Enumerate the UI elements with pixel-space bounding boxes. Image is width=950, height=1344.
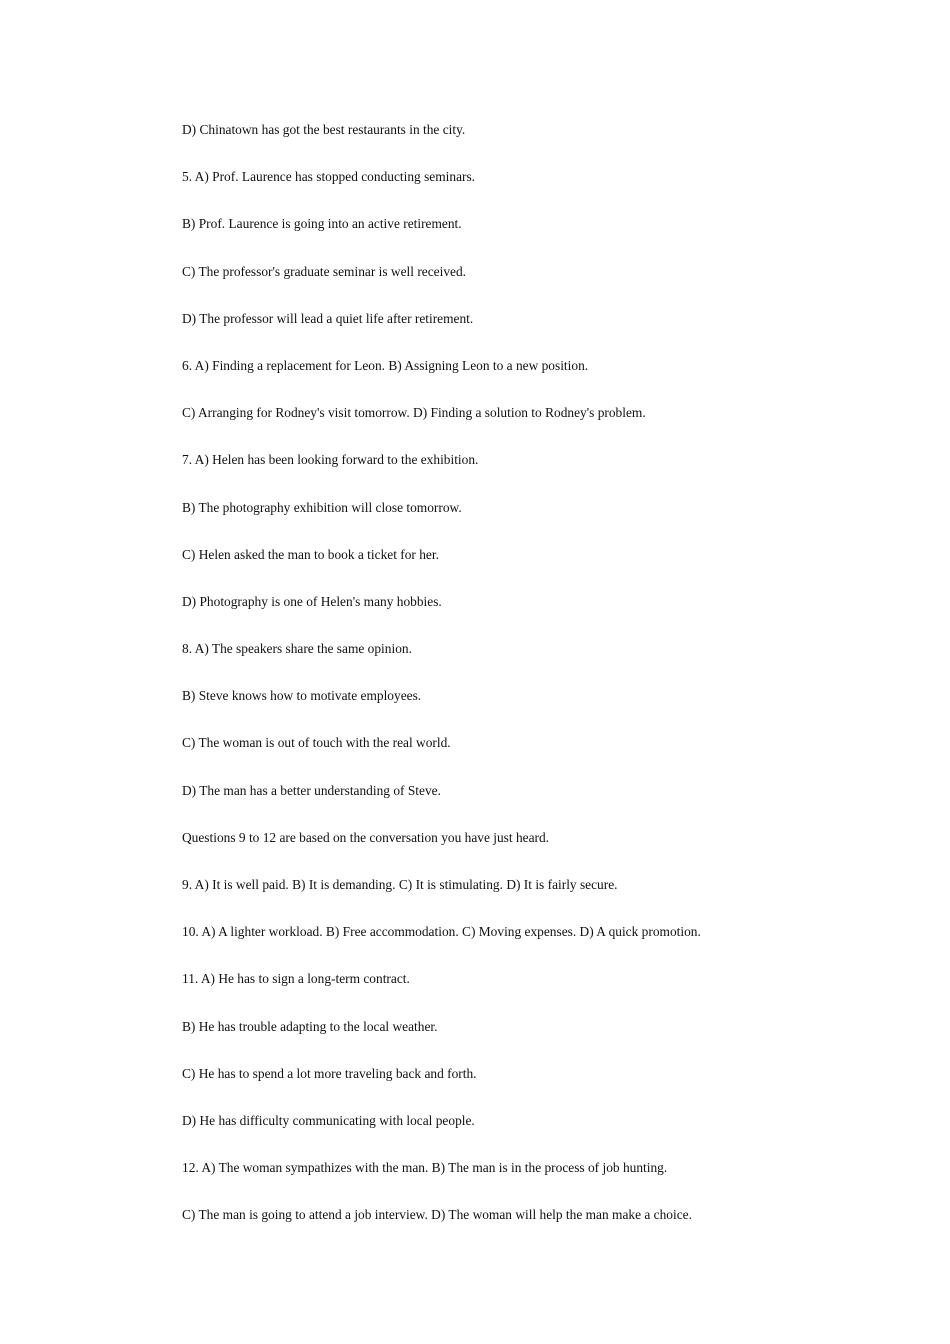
option-line: C) Arranging for Rodney's visit tomorrow. D) Finding a solution to Rodney's problem. <box>182 405 646 421</box>
option-line: D) He has difficulty communicating with local people. <box>182 1112 475 1128</box>
question-line: 10. A) A lighter workload. B) Free accommodation. C) Moving expenses. D) A quick promotion. <box>182 924 701 940</box>
option-line: D) Photography is one of Helen's many hobbies. <box>182 593 442 609</box>
option-line: C) The woman is out of touch with the real world. <box>182 735 451 751</box>
option-line: D) Chinatown has got the best restaurants in the city. <box>182 122 466 137</box>
option-line: C) The professor's graduate seminar is well received. <box>182 263 467 279</box>
question-line: 8. A) The speakers share the same opinion. <box>182 641 412 657</box>
question-line: 6. A) Finding a replacement for Leon. B) Assigning Leon to a new position. <box>182 357 589 373</box>
document-page <box>182 121 902 1254</box>
option-line: B) Steve knows how to motivate employees. <box>182 688 422 704</box>
question-line: 5. A) Prof. Laurence has stopped conducting seminars. <box>182 169 476 185</box>
option-line: B) Prof. Laurence is going into an active retirement. <box>182 216 462 232</box>
question-line: 11. A) He has to sign a long-term contract. <box>182 971 410 987</box>
question-line: 12. A) The woman sympathizes with the man. B) The man is in the process of job hunting. <box>182 1160 668 1176</box>
option-line: C) Helen asked the man to book a ticket for her. <box>182 546 439 562</box>
option-line: D) The man has a better understanding of Steve. <box>182 782 441 798</box>
option-line: D) The professor will lead a quiet life after retirement. <box>182 310 474 326</box>
option-line: C) He has to spend a lot more traveling back and forth. <box>182 1065 477 1081</box>
option-line: B) The photography exhibition will close tomorrow. <box>182 499 462 515</box>
option-line: B) He has trouble adapting to the local weather. <box>182 1018 438 1034</box>
question-line: 7. A) Helen has been looking forward to the exhibition. <box>182 452 479 468</box>
question-line: 9. A) It is well paid. B) It is demanding. C) It is stimulating. D) It is fairly secure. <box>182 877 618 892</box>
section-instruction: Questions 9 to 12 are based on the conversation you have just heard. <box>182 829 550 845</box>
option-line: C) The man is going to attend a job interview. D) The woman will help the man make a choice. <box>182 1207 692 1223</box>
